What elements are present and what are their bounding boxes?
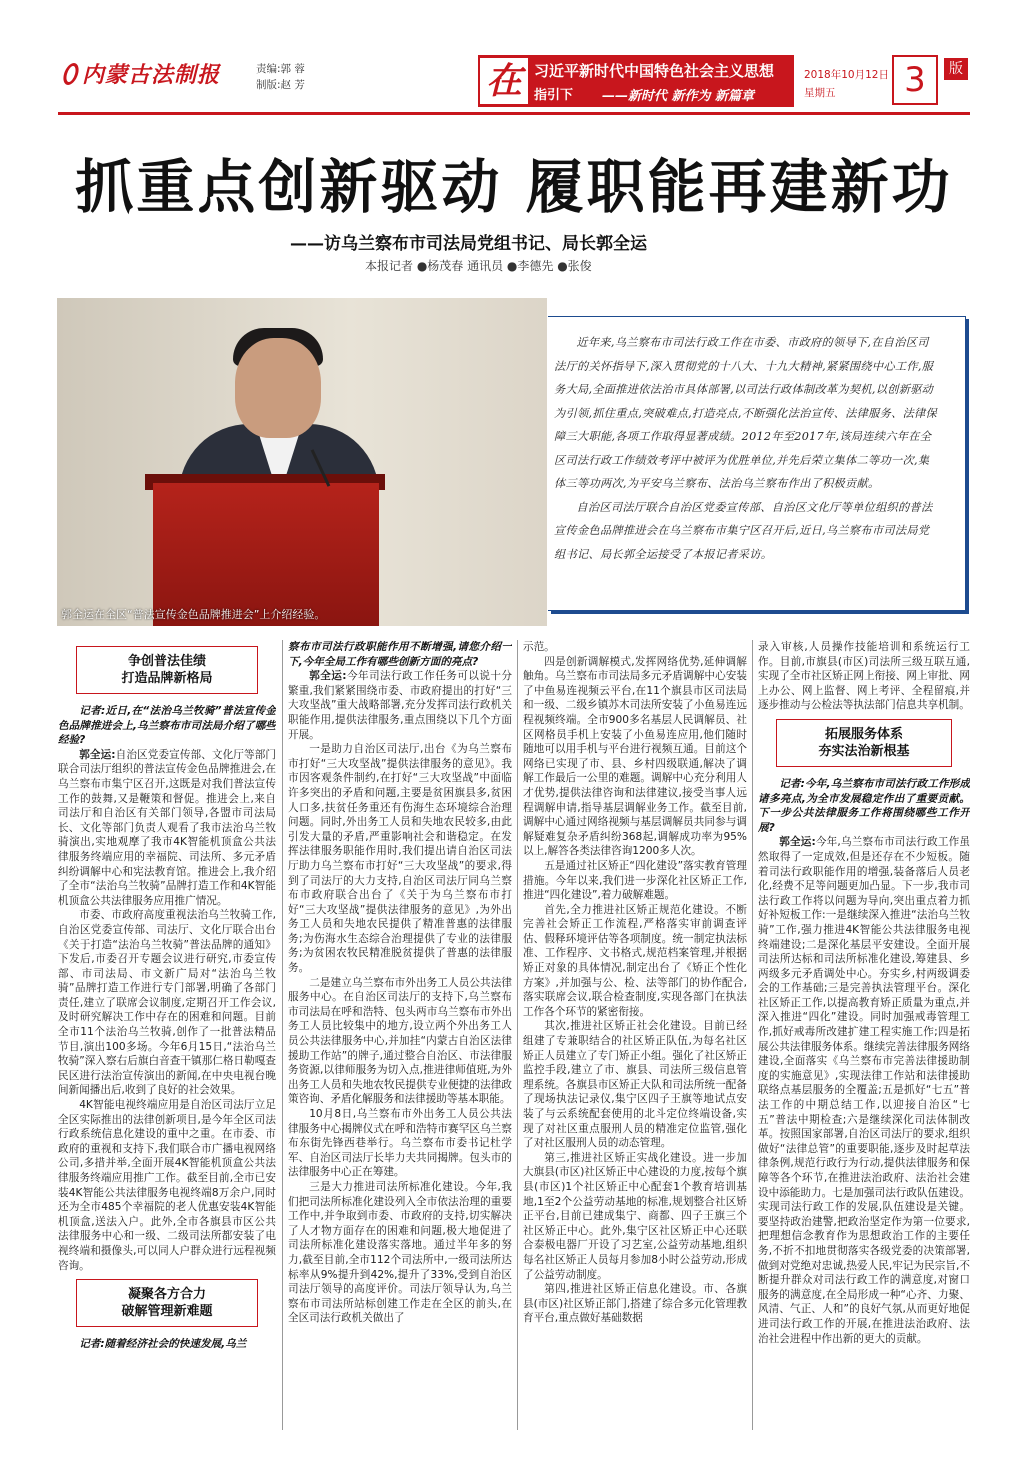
issue-date [804,66,889,102]
column-1 [58,640,276,1432]
reporter-question: 记者:随着经济社会的快速发展,乌兰 [79,1338,247,1351]
answer-paragraph [58,748,276,909]
body-paragraph: 第四,推进社区矫正信息化建设。市、各旗县(市区)社区矫正部门,搭建了综合多元化管理教育平台,重点做好基础数据 [523,1283,747,1325]
speaker-label: 郭全运: [79,748,116,761]
headline: 抓重点创新驱动 履职能再建新功 [75,153,953,221]
reporter-question-cont: 察布市司法行政职能作用不断增强,请您介绍一下,今年全局工作有哪些创新方面的亮点? [288,641,512,668]
column-divider [282,640,283,1430]
speaker-label: 郭全运: [309,670,347,683]
theme-banner [478,55,794,107]
logo-icon [61,63,81,85]
answer-text: 今年司法行政工作任务可以说十分繁重,我们紧紧围绕市委、市政府提出的打好“三大攻坚战”重大战略部署,充分发挥司法行政机关职能作用,提供法律服务,重点围绕以下几个方面开展。 [288,670,512,741]
column-2 [288,640,512,1432]
column-4 [758,640,970,1432]
date-text: 2018年10月12日 [804,69,889,81]
body-paragraph: 二是建立乌兰察布市外出务工人员公共法律服务中心。在自治区司法厅的支持下,乌兰察布市司法局在呼和浩特、包头两市乌兰察布市外出务工人员比较集中的地方,设立两个外出务工人员公共法律服务中心,并加挂“内蒙古自治区法律援助工作站”的牌子,通过整合自治区、市法律服务资源,以律师服务为切入点,推进律师值班,为外出务工人员和失地农牧民提供专业便捷的法律政策咨询、矛盾化解服务和法律援助等基本职能。 [288,976,512,1106]
body-paragraph: 五是通过社区矫正“四化建设”落实教育管理措施。今年以来,我们进一步深化社区矫正工作,推进“四化建设”,着力破解难题。 [523,859,747,902]
column-divider [517,640,518,1430]
column-3 [523,640,747,1432]
article-photo [57,298,547,626]
body-paragraph: 4K智能电视终端应用是自治区司法厅立足全区实际推出的法律创新项目,是今年全区司法行政系统信息化建设的重中之重。在市委、市政府的重视和支持下,我们联合市广播电视网络公司,多措并举,全面开展4K智能机顶盒公共法律服务终端应用推广工作。截至目前,全市已安装4K智能公共法律服务电视终端8万余户,同时还为全市485个幸福院的老人优惠安装4K智能机顶盒,送法入户。此外,全市各旗县市区公共法律服务中心和一级、二级司法所都安装了电视终端和摄像头,可以同人户群众进行远程视频咨询。 [58,1099,276,1272]
answer-text: 今年,乌兰察布市司法行政工作虽然取得了一定成效,但是还存在不少短板。随着司法行政职能作用的增强,装备落后人员老化,经费不足等问题更加凸显。下一步,我市司法行政工作将以问题为导向,突出重点着力抓好补短板工作:一是继续深入推进“法治乌兰牧骑”工作,强力推进4K智能公共法律服务电视终端建设;二是深化基层平安建设。全面开展司法所达标和司法所标准化建设,筹建县、乡两级多元矛盾调处中心。夯实乡,村两级调委会的工作基础;三是完善执法管理平台。深化社区矫正工作,以提高教育矫正质量为重点,并深入推进“四化”建设。同时加强戒毒管理工作,抓好戒毒所改建扩建工程实施工作;四是拓展公共法律服务体系。继续完善法律服务网络建设,全面落实《乌兰察布市完善法律援助制度的实施意见》,实现法律工作站和法律援助联络点基层服务的全覆盖;五是抓好“七五”普法工作的中期总结工作,以迎接自治区“七五”普法中期检查;六是继续深化司法体制改革。按照国家部署,自治区司法厅的要求,组织做好“法律总管”的重要职能,逐步及时起草法律条例,规范行政行为行动,提供法律服务和保障等各个环节,在推进法治政府、法治社会建设中添能助力。七是加强司法行政队伍建设。实现司法行政工作的发展,队伍建设是关键。要坚持政治建警,把政治坚定作为第一位要求,把理想信念教育作为思想政治工作的主要任务,不折不扣地贯彻落实各级党委的决策部署,做到对党绝对忠诚,热爱人民,牢记为民宗旨,不断提升群众对司法行政工作的满意度,对窗口服务的满意度,在全局形成一种“心齐、力聚、风清、气正、人和”的良好气氛,从而更好地促进司法行政工作的开展,在推进法治政府、法治社会进程中作出新的更大的贡献。 [758,836,970,1345]
answer-paragraph [758,835,970,1346]
intro-paragraph: 近年来,乌兰察布市司法行政工作在市委、市政府的领导下,在自治区司法厅的关怀指导下,深入贯彻党的十八大、十九大精神,紧紧围绕中心工作,服务大局,全面推进依法治市具体部署,以司法行政体制改革为契机,以创新驱动为引领,抓住重点,突破难点,打造亮点,不断强化法治宣传、法律服务、法律保障三大职能,各项工作取得显著成绩。2012年至2017年,该局连续六年在全区司法行政工作绩效考评中被评为优胜单位,并先后荣立集体二等功一次,集体三等功两次,为平安乌兰察布、法治乌兰察布作出了积极贡献。 [554,336,938,490]
intro-box [548,316,966,611]
body-paragraph: 一是助力自治区司法厅,出台《为乌兰察布市打好“三大攻坚战”提供法律服务的意见》。我市因客观条件制约,在打好“三大攻坚战”中面临许多突出的矛盾和问题,主要是贫困旗县多,贫困人口多,扶贫任务重还有伤海生态环境综合治理问题。同时,外出务工人员和失地农民较多,由此引发大量的矛盾,严重影响社会和谐稳定。在发挥法律服务职能作用时,我们提出请自治区司法厅助力乌兰察布市打好“三大攻坚战”的要求,得到了司法厅的大力支持,自治区司法厅同乌兰察布市政府联合出台了《关于为乌兰察布市打好“三大攻坚战”提供法律服务的意见》,为外出务工人员和失地农民提供了精准普惠的法律服务;为伤海水生态综合治理提供了专业的法律服务;为贫困农牧民精准脱贫提供了普惠的法律服务。 [288,743,512,975]
newspaper-name: 内蒙古法制报 [82,63,221,88]
speaker-label: 郭全运: [779,836,816,849]
section-title [776,719,952,767]
byline: 本报记者 ●杨茂春 通讯员 ●李德先 ●张俊 [365,259,592,273]
banner-big-char: 在 [480,58,528,104]
reporter-question: 记者:近日,在“法治乌兰牧骑”普法宣传金色品牌推进会上,乌兰察布市司法局介绍了哪些经验? [58,705,276,747]
newspaper-logo [64,58,220,89]
section-title [76,646,258,694]
column-divider [752,640,753,1430]
body-paragraph: 示范。 [523,641,555,653]
weekday-text: 星期五 [804,87,836,99]
body-paragraph: 三是大力推进司法所标准化建设。今年,我们把司法所标准化建设列入全市依法治理的重要工作中,并争取到市委、市政府的支持,切实解决了人才物方面存在的困难和问题,极大地促进了司法所标准化建设落实落地。通过半年多的努力,截至目前,全市112个司法所中,一级司法所达标率从9%提升到42%,提升了33%,受到自治区司法厅领导的高度评价。司法厅领导认为,乌兰察布市司法所站标创建工作走在全区的前头,在全区司法行政机关做出了 [288,1180,512,1325]
editor-credits [256,61,305,93]
reporter-question: 记者:今年,乌兰察布市司法行政工作形成诸多亮点,为全市发展稳定作出了重要贡献。下一步公共法律服务工作将围绕哪些工作开展? [758,777,970,834]
page-number: 3 [892,55,938,105]
section-title-line: 拓展服务体系 [824,726,903,742]
subheadline: ——访乌兰察布市司法局党组书记、局长郭全运 [290,234,647,254]
answer-text: 自治区党委宣传部、文化厅等部门联合司法厅组织的普法宣传金色品牌推进会,在乌兰察布市集宁区召开,这既是对我们普法宣传工作的鼓舞,又是鞭策和督促。推进会上,来自司法厅和自治区有关部门领导,各盟市司法局长、文化等部门负责人观看了我市法治乌兰牧骑演出,实地观摩了我市4K智能机顶盒公共法律服务终端应用的幸福院、司法所、多元矛盾纠纷调解中心和宪法教育馆。推进会上,我介绍了全市“法治乌兰牧骑”品牌打造工作和4K智能机顶盒公共法律服务应用推广情况。 [58,748,276,907]
section-title-line: 争创普法佳绩 [127,654,206,669]
section-title-line: 打造品牌新格局 [121,671,213,686]
body-paragraph: 10月8日,乌兰察布市外出务工人员公共法律服务中心揭牌仪式在呼和浩特市赛罕区乌兰察布东街先锋西巷举行。乌兰察布市委书记杜学军、自治区司法厅长毕力夫共同揭牌。包头市的法律服务中心正在筹建。 [288,1108,512,1179]
intro-paragraph: 自治区司法厅联合自治区党委宣传部、自治区文化厅等单位组织的普法宣传金色品牌推进会在乌兰察布市集宁区召开后,近日,乌兰察布市司法局党组书记、局长郭全运接受了本报记者采访。 [554,500,933,561]
body-paragraph: 四是创新调解模式,发挥网络优势,延伸调解触角。乌兰察布市司法局多元矛盾调解中心安装了中鱼易连视频云平台,在11个旗县市区司法局和一级、二级乡镇苏木司法所安装了小鱼易连远程视频终端。全市900多名基层人民调解员、社区网格员手机上安装了小鱼易连应用,他们随时随地可以用手机与平台进行视频互通。目前这个网络已实现了市、县、乡村四级联通,解决了调解工作最后一公里的难题。调解中心充分利用人才优势,提供法律咨询和法律建议,接受当事人远程调解申请,指导基层调解业务工作。截至目前,调解中心通过网络视频与基层调解员共同参与调解疑难复杂矛盾纠纷368起,调解成功率为95%以上,解答各类法律咨询1200多人次。 [523,655,747,858]
photo-caption: 郭全运在全区“普法宣传金色品牌推进会”上介绍经验。 [61,608,326,621]
banner-line3: ——新时代 新作为 新篇章 [602,89,755,104]
producer-line: 制版:赵 芳 [256,79,305,91]
body-paragraph: 其次,推进社区矫正社会化建设。目前已经组建了专兼职结合的社区矫正队伍,为每名社区矫正人员建立了专门矫正小组。强化了社区矫正监控手段,建立了市、旗县、司法所三级信息管理系统。各旗县市区矫正大队和司法所统一配备了现场执法记录仪,集宁区四子王旗等地试点安装了与云系统配套使用的北斗定位终端设备,实现了对社区重点服刑人员的精准定位监管,强化了对社区服刑人员的动态管理。 [523,1020,747,1150]
answer-paragraph [288,669,512,742]
section-title [76,1279,258,1327]
section-title-line: 夯实法治新根基 [818,743,910,759]
body-paragraph: 录入审核,人员操作技能培训和系统运行工作。目前,市旗县(市区)司法所三级互联互通,实现了全市社区矫正网上衔接、网上审批、网上办公、网上监督、网上考评、全程留痕,并逐步推动与公检法等执法部门信息共享机制。 [758,641,970,712]
banner-line1: 习近平新时代中国特色社会主义思想 [534,62,775,80]
banner-line2: 指引下 [534,88,574,103]
body-paragraph: 市委、市政府高度重视法治乌兰牧骑工作,自治区党委宣传部、司法厅、文化厅联合出台《关于打造“法治乌兰牧骑”普法品牌的通知》下发后,市委召开专题会议进行研究,市委宣传部、市司法局、市文新广局对“法治乌兰牧骑”品牌打造工作进行专门部署,明确了各部门责任,建立了联席会议制度,定期召开工作会议,及时研究解决工作中存在的困难和问题。目前全市11个法治乌兰牧骑,创作了一批普法精品节目,演出100多场。今年6月15日,“法治乌兰牧骑”深入察右后旗白音查干镇那仁格日勒嘎查民区进行法治宣传演出的新闻,在中央电视台晚间新闻播出后,收到了良好的社会效果。 [58,909,276,1097]
section-title-line: 破解管理新难题 [121,1304,213,1320]
page-label: 版 [944,58,968,80]
body-paragraph: 首先,全力推进社区矫正规范化建设。不断完善社会矫正工作流程,严格落实审前调查评估、假释环境评估等各项制度。统一制定执法标准、工作程序、文书格式,规范档案管理,并根据矫正对象的具体情况,制定出台了《矫正个性化方案》,并加强与公、检、法等部门的协作配合,落实联席会议,联合检查制度,实现各部门在执法工作各个环节的紧密衔接。 [523,903,747,1018]
body-paragraph: 第三,推进社区矫正实战化建设。进一步加大旗县(市区)社区矫正中心建设的力度,按每个旗县(市区)1个社区矫正中心配套1个教育培训基地,1至2个公益劳动基地的标准,规划整合社区矫正平台,目前已建成集宁、商都、四子王旗三个社区矫正中心。此外,集宁区社区矫正中心还联合泰极电器厂开设了习艺室,公益劳动基地,组织每名社区矫正人员每月参加8小时公益劳动,形成了公益劳动制度。 [523,1151,747,1281]
section-title-line: 凝聚各方合力 [127,1287,206,1303]
speaker-head [235,338,321,438]
masthead-rule [58,112,970,115]
editor-line: 责编:郭 蓉 [256,63,305,75]
